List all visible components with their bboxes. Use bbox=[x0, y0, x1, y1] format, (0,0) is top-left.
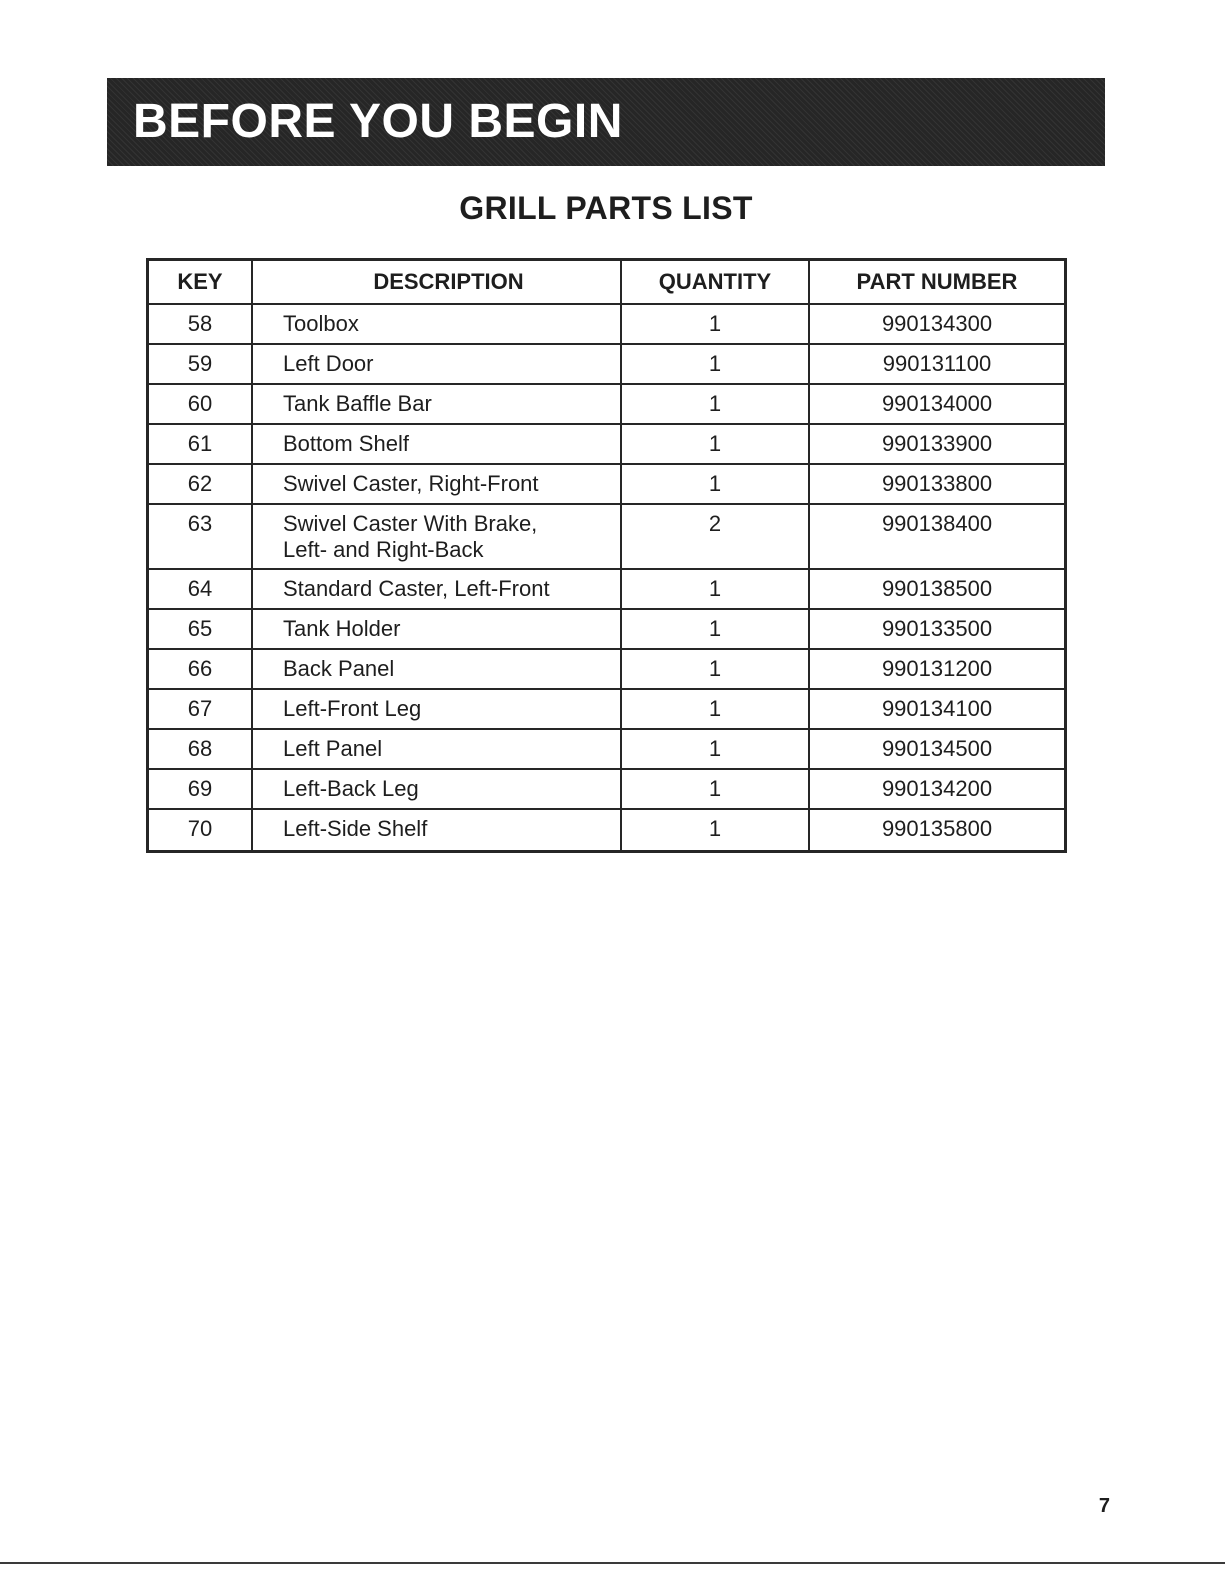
description-line: Toolbox bbox=[283, 311, 359, 336]
cell-description bbox=[251, 385, 620, 425]
table-row bbox=[149, 730, 1064, 770]
parts-table bbox=[146, 258, 1067, 853]
table-row bbox=[149, 770, 1064, 810]
table-row bbox=[149, 690, 1064, 730]
description-line: Standard Caster, Left-Front bbox=[283, 576, 550, 601]
header-row bbox=[149, 261, 1064, 305]
description-line: Swivel Caster With Brake, bbox=[283, 511, 538, 536]
cell-part-number: 990134000 bbox=[808, 385, 1064, 425]
cell-quantity: 1 bbox=[620, 810, 808, 850]
table-row bbox=[149, 305, 1064, 345]
description-line: Left-Back Leg bbox=[283, 776, 419, 801]
description-line: Tank Baffle Bar bbox=[283, 391, 432, 416]
description-line: Left-Side Shelf bbox=[283, 816, 428, 841]
cell-description bbox=[251, 730, 620, 770]
cell-part-number: 990138500 bbox=[808, 570, 1064, 610]
cell-description bbox=[251, 810, 620, 850]
cell-quantity: 1 bbox=[620, 385, 808, 425]
cell-part-number: 990135800 bbox=[808, 810, 1064, 850]
table-row bbox=[149, 385, 1064, 425]
table-row bbox=[149, 570, 1064, 610]
cell-key: 59 bbox=[149, 345, 251, 385]
cell-quantity: 1 bbox=[620, 610, 808, 650]
description-line: Left-Front Leg bbox=[283, 696, 422, 721]
cell-key: 61 bbox=[149, 425, 251, 465]
table-row bbox=[149, 610, 1064, 650]
cell-description bbox=[251, 770, 620, 810]
cell-part-number: 990133900 bbox=[808, 425, 1064, 465]
cell-description bbox=[251, 465, 620, 505]
cell-description bbox=[251, 650, 620, 690]
table-row bbox=[149, 345, 1064, 385]
cell-quantity: 1 bbox=[620, 425, 808, 465]
banner-title: BEFORE YOU BEGIN bbox=[133, 95, 623, 148]
cell-key: 66 bbox=[149, 650, 251, 690]
section-banner bbox=[107, 78, 1105, 166]
description-line: Left- and Right-Back bbox=[283, 537, 484, 562]
table-row bbox=[149, 650, 1064, 690]
cell-quantity: 1 bbox=[620, 305, 808, 345]
bottom-rule bbox=[0, 1562, 1225, 1564]
cell-part-number: 990138400 bbox=[808, 505, 1064, 570]
cell-description bbox=[251, 505, 620, 570]
description-line: Tank Holder bbox=[283, 616, 401, 641]
description-line: Bottom Shelf bbox=[283, 431, 409, 456]
cell-key: 65 bbox=[149, 610, 251, 650]
column-header-key: KEY bbox=[149, 261, 251, 305]
cell-description bbox=[251, 690, 620, 730]
cell-part-number: 990133500 bbox=[808, 610, 1064, 650]
description-line: Back Panel bbox=[283, 656, 395, 681]
cell-key: 68 bbox=[149, 730, 251, 770]
table-row bbox=[149, 810, 1064, 850]
cell-key: 69 bbox=[149, 770, 251, 810]
cell-part-number: 990131200 bbox=[808, 650, 1064, 690]
cell-description bbox=[251, 345, 620, 385]
cell-quantity: 1 bbox=[620, 345, 808, 385]
cell-part-number: 990134300 bbox=[808, 305, 1064, 345]
table-row bbox=[149, 425, 1064, 465]
cell-key: 67 bbox=[149, 690, 251, 730]
cell-part-number: 990131100 bbox=[808, 345, 1064, 385]
cell-part-number: 990134200 bbox=[808, 770, 1064, 810]
column-header-description: DESCRIPTION bbox=[251, 261, 620, 305]
cell-quantity: 1 bbox=[620, 465, 808, 505]
cell-description bbox=[251, 425, 620, 465]
cell-key: 60 bbox=[149, 385, 251, 425]
description-line: Left Panel bbox=[283, 736, 383, 761]
table-body bbox=[149, 305, 1064, 850]
table-row bbox=[149, 505, 1064, 570]
column-header-part-number: PART NUMBER bbox=[808, 261, 1064, 305]
table-row bbox=[149, 465, 1064, 505]
cell-quantity: 1 bbox=[620, 770, 808, 810]
cell-part-number: 990134500 bbox=[808, 730, 1064, 770]
cell-quantity: 1 bbox=[620, 650, 808, 690]
cell-part-number: 990134100 bbox=[808, 690, 1064, 730]
cell-description bbox=[251, 570, 620, 610]
cell-key: 64 bbox=[149, 570, 251, 610]
column-header-quantity: QUANTITY bbox=[620, 261, 808, 305]
page-title: GRILL PARTS LIST bbox=[459, 190, 753, 226]
cell-description bbox=[251, 305, 620, 345]
description-line: Swivel Caster, Right-Front bbox=[283, 471, 539, 496]
description-line: Left Door bbox=[283, 351, 374, 376]
cell-key: 63 bbox=[149, 505, 251, 570]
page-number: 7 bbox=[1098, 1495, 1110, 1517]
cell-part-number: 990133800 bbox=[808, 465, 1064, 505]
cell-key: 58 bbox=[149, 305, 251, 345]
cell-quantity: 1 bbox=[620, 730, 808, 770]
cell-key: 62 bbox=[149, 465, 251, 505]
cell-quantity: 1 bbox=[620, 690, 808, 730]
table-header bbox=[149, 261, 1064, 305]
cell-quantity: 1 bbox=[620, 570, 808, 610]
cell-quantity: 2 bbox=[620, 505, 808, 570]
cell-description bbox=[251, 610, 620, 650]
cell-key: 70 bbox=[187, 816, 213, 841]
